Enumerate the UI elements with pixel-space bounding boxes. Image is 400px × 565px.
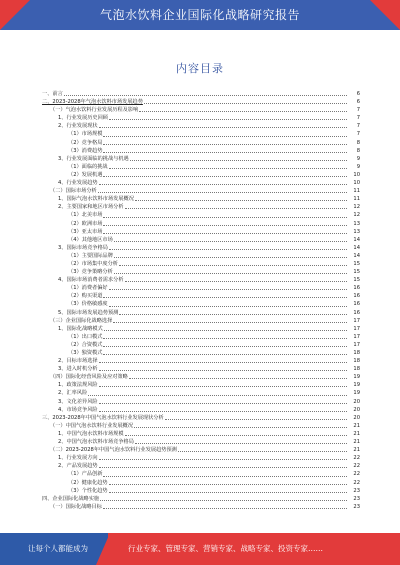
toc-entry-label: 3、国际市场竞争格局 [58, 244, 108, 251]
toc-leader-dots [103, 507, 347, 509]
toc-leader-dots [129, 377, 347, 379]
toc-entry[interactable] [42, 454, 360, 462]
toc-entry-label: （4）其他地区市场 [68, 236, 113, 243]
toc-entry[interactable] [42, 414, 360, 422]
toc-entry-label: （2）市场集中度分析 [68, 260, 118, 267]
toc-entry[interactable] [42, 187, 360, 195]
toc-entry-label: （二）2023-2028年中国气泡水饮料行业发展趋势预测 [50, 447, 177, 454]
toc-entry[interactable] [42, 373, 360, 381]
toc-leader-dots [109, 491, 347, 493]
toc-entry[interactable] [42, 365, 360, 373]
toc-entry-page: 20 [353, 414, 360, 421]
toc-entry-label: （2）竞争格局 [68, 139, 103, 146]
table-of-contents [42, 90, 360, 512]
toc-leader-dots [103, 151, 347, 153]
toc-entry-page: 14 [353, 244, 360, 251]
toc-entry-label: 1、中国气泡水饮料市场规模 [58, 430, 124, 437]
toc-leader-dots [114, 256, 347, 258]
toc-entry[interactable] [42, 276, 360, 284]
toc-leader-dots [103, 135, 347, 137]
toc-entry-page: 19 [353, 390, 360, 397]
toc-leader-dots [114, 240, 347, 242]
toc-leader-dots [135, 199, 347, 201]
toc-leader-dots [103, 345, 347, 347]
toc-leader-dots [99, 183, 347, 185]
toc-entry-page: 13 [353, 228, 360, 235]
toc-entry-page: 18 [353, 350, 360, 356]
toc-entry-label: 2、行业发展现状 [58, 123, 98, 130]
toc-entry-page: 20 [353, 406, 360, 413]
toc-entry-label: 1、国际气泡水饮料市场发展概况 [58, 196, 134, 203]
toc-entry-label: 1、政策法规风险 [58, 382, 98, 389]
toc-entry[interactable] [42, 309, 360, 317]
toc-entry-page: 7 [356, 131, 360, 138]
toc-entry-page: 22 [353, 463, 360, 470]
toc-entry[interactable] [42, 171, 360, 179]
toc-entry-page: 21 [353, 439, 360, 446]
toc-entry-label: （1）市场规模 [68, 131, 103, 138]
toc-entry-label: （1）产品创新 [68, 471, 103, 478]
toc-leader-dots [98, 191, 347, 193]
toc-entry-label: （2）健康化趋势 [68, 479, 108, 486]
toc-entry-label: （2）购买渠道 [68, 293, 103, 300]
toc-entry-page: 22 [353, 479, 360, 486]
toc-leader-dots [103, 216, 347, 218]
toc-entry-page: 12 [353, 204, 360, 211]
toc-entry[interactable] [42, 106, 360, 114]
toc-entry-page: 14 [353, 236, 360, 243]
toc-leader-dots [99, 402, 347, 404]
toc-entry-label: （2）合资模式 [68, 341, 103, 348]
toc-entry-label: （1）北美市场 [68, 212, 103, 219]
toc-entry[interactable] [42, 487, 360, 495]
toc-leader-dots [104, 329, 347, 331]
toc-entry-page: 15 [353, 260, 360, 267]
toc-entry[interactable] [42, 98, 360, 106]
toc-entry-page: 21 [353, 447, 360, 454]
toc-entry-page: 17 [353, 333, 360, 340]
toc-leader-dots [125, 207, 347, 209]
toc-leader-dots [99, 466, 347, 468]
toc-entry-page: 10 [353, 180, 360, 187]
toc-entry-page: 8 [356, 139, 360, 146]
toc-entry-label: （二）国际市场分析 [50, 188, 97, 195]
toc-leader-dots [119, 264, 347, 266]
toc-entry-label: 4、市场竞争风险 [58, 406, 98, 413]
toc-entry[interactable] [42, 406, 360, 414]
toc-entry[interactable] [42, 90, 360, 98]
toc-entry-label: 1、行业发展历史回顾 [58, 115, 108, 122]
toc-entry[interactable] [42, 268, 360, 276]
toc-entry-label: （3）亚太市场 [68, 228, 103, 235]
toc-entry[interactable] [42, 357, 360, 365]
toc-leader-dots [103, 143, 347, 145]
toc-entry[interactable] [42, 139, 360, 147]
toc-leader-dots [99, 126, 347, 128]
toc-leader-dots [113, 321, 347, 323]
toc-leader-dots [64, 94, 347, 96]
toc-entry-page: 21 [353, 422, 360, 429]
toc-entry-page: 15 [353, 269, 360, 276]
toc-entry[interactable] [42, 220, 360, 228]
toc-entry-label: （一）气泡水饮料行业发展历程及影响 [50, 107, 139, 114]
toc-entry-page: 9 [356, 163, 360, 170]
toc-entry-page: 20 [353, 398, 360, 405]
toc-entry[interactable] [42, 203, 360, 211]
toc-entry[interactable] [42, 446, 360, 454]
toc-entry-page: 18 [353, 366, 360, 373]
toc-leader-dots [134, 426, 347, 428]
toc-entry-label: 四、企业国际化战略实施 [42, 495, 100, 502]
report-title: 气泡水饮料企业国际化战略研究报告 [99, 8, 300, 22]
toc-leader-dots [130, 159, 347, 161]
toc-entry[interactable] [42, 495, 360, 503]
toc-entry-label: 4、国际市场消费者需求分析 [58, 277, 124, 284]
toc-entry[interactable] [42, 300, 360, 308]
toc-entry-label: （3）消费趋势 [68, 147, 103, 154]
toc-leader-dots [178, 450, 347, 452]
toc-leader-dots [103, 337, 347, 339]
toc-entry-page: 17 [353, 325, 360, 332]
toc-entry-label: （2）发展机遇 [68, 171, 103, 178]
toc-leader-dots [109, 288, 347, 290]
toc-entry-page: 13 [353, 220, 360, 227]
toc-entry-label: （3）独资模式 [68, 350, 103, 356]
toc-entry-page: 23 [353, 495, 360, 502]
toc-entry-page: 14 [353, 252, 360, 259]
toc-entry[interactable] [42, 122, 360, 130]
toc-leader-dots [139, 110, 347, 112]
toc-entry[interactable] [42, 333, 360, 341]
toc-entry-label: 1、行业发展方向 [58, 455, 98, 462]
toc-entry-page: 7 [356, 123, 360, 130]
toc-entry[interactable] [42, 462, 360, 470]
toc-entry-page: 11 [353, 188, 360, 195]
toc-entry-label: （2）欧洲市场 [68, 220, 103, 227]
toc-entry-label: 2、中国气泡水饮料市场竞争格局 [58, 439, 134, 446]
toc-entry-label: （三）企业国际化战略选择 [50, 317, 113, 324]
toc-entry[interactable] [42, 195, 360, 203]
toc-entry-page: 17 [353, 341, 360, 348]
toc-entry-page: 9 [356, 155, 360, 162]
toc-entry-label: （3）价格敏感度 [68, 301, 108, 308]
toc-entry-label: 1、国际化战略模式 [58, 325, 103, 332]
footer-roles: 行业专家、管理专家、营销专家、战略专家、投资专家…… [128, 544, 323, 553]
toc-entry-label: 4、行业发展趋势 [58, 180, 98, 187]
toc-entry[interactable] [42, 430, 360, 438]
toc-entry[interactable] [42, 317, 360, 325]
toc-entry-page: 10 [353, 171, 360, 178]
toc-leader-dots [109, 118, 347, 120]
toc-entry[interactable] [42, 260, 360, 268]
toc-entry-label: 二、2023-2028年气泡水饮料市场发展趋势 [42, 99, 143, 106]
toc-entry-page: 15 [353, 277, 360, 284]
toc-entry-page: 16 [353, 293, 360, 300]
toc-entry-label: 三、2023-2028年中国气泡水饮料行业发展现状分析 [42, 414, 164, 421]
toc-entry[interactable] [42, 284, 360, 292]
toc-entry-label: 5、国际市场发展趋势预测 [58, 309, 119, 316]
toc-entry-label: （1）面临的挑战 [68, 163, 108, 170]
toc-entry-label: 2、目标市场选择 [58, 358, 98, 365]
toc-entry[interactable] [42, 503, 360, 511]
toc-leader-dots [109, 305, 347, 307]
toc-entry[interactable] [42, 325, 360, 333]
toc-entry[interactable] [42, 252, 360, 260]
toc-entry[interactable] [42, 381, 360, 389]
toc-entry-page: 22 [353, 471, 360, 478]
toc-leader-dots [103, 175, 347, 177]
toc-leader-dots [99, 361, 347, 363]
toc-entry[interactable] [42, 211, 360, 219]
toc-entry-page: 18 [353, 358, 360, 365]
toc-entry-page: 16 [353, 301, 360, 308]
toc-heading: 内容目录 [176, 62, 224, 75]
toc-entry[interactable] [42, 470, 360, 478]
toc-leader-dots [135, 442, 347, 444]
toc-entry-label: （1）消费者偏好 [68, 285, 108, 292]
toc-entry-label: （3）竞争策略分析 [68, 269, 113, 276]
toc-entry-page: 11 [353, 196, 360, 203]
toc-entry-label: 3、进入时机分析 [58, 366, 98, 373]
toc-entry-page: 21 [353, 430, 360, 437]
toc-entry[interactable] [42, 349, 360, 357]
toc-leader-dots [114, 272, 347, 274]
toc-entry-page: 6 [356, 99, 360, 106]
toc-leader-dots [109, 167, 347, 169]
toc-entry[interactable] [42, 155, 360, 163]
toc-entry-page: 7 [356, 107, 360, 114]
toc-leader-dots [103, 224, 347, 226]
toc-entry[interactable] [42, 114, 360, 122]
toc-leader-dots [99, 369, 347, 371]
toc-entry-label: （一）中国气泡水饮料行业发展概况 [50, 422, 134, 429]
footer-slogan: 让每个人都能成为 [28, 544, 88, 553]
toc-entry[interactable] [42, 163, 360, 171]
toc-leader-dots [109, 248, 347, 250]
toc-entry-label: 2、主要国家和地区市场分析 [58, 204, 124, 211]
toc-entry-page: 17 [353, 317, 360, 324]
toc-leader-dots [125, 280, 347, 282]
toc-entry[interactable] [42, 228, 360, 236]
toc-entry[interactable] [42, 422, 360, 430]
toc-entry[interactable] [42, 292, 360, 300]
toc-leader-dots [119, 313, 347, 315]
toc-leader-dots [99, 385, 347, 387]
toc-entry-page: 23 [353, 487, 360, 494]
toc-entry-label: （1）主要国际品牌 [68, 252, 113, 259]
toc-leader-dots [103, 232, 347, 234]
toc-entry-page: 19 [353, 382, 360, 389]
toc-entry[interactable] [42, 398, 360, 406]
toc-leader-dots [165, 418, 347, 420]
toc-entry[interactable] [42, 236, 360, 244]
toc-entry[interactable] [42, 244, 360, 252]
toc-entry-label: 3、行业发展面临的挑战与机遇 [58, 155, 129, 162]
toc-leader-dots [109, 483, 347, 485]
toc-entry-page: 16 [353, 285, 360, 292]
toc-entry[interactable] [42, 341, 360, 349]
toc-entry-page: 16 [353, 309, 360, 316]
toc-entry-page: 19 [353, 374, 360, 381]
toc-leader-dots [103, 353, 347, 355]
toc-entry[interactable] [42, 438, 360, 446]
toc-entry-label: 一、前言 [42, 91, 63, 97]
toc-entry-label: 3、文化差异风险 [58, 398, 98, 405]
toc-entry-page: 7 [356, 115, 360, 122]
toc-leader-dots [99, 410, 347, 412]
toc-entry-page: 6 [356, 91, 360, 97]
toc-leader-dots [103, 296, 347, 298]
toc-entry-label: 2、产品发展趋势 [58, 463, 98, 470]
toc-leader-dots [103, 475, 347, 477]
toc-entry-page: 8 [356, 147, 360, 154]
toc-entry-label: （一）国际化战略目标 [50, 503, 102, 510]
toc-leader-dots [99, 458, 347, 460]
toc-entry-page: 12 [353, 212, 360, 219]
toc-entry-label: 2、汇率风险 [58, 390, 88, 397]
toc-entry[interactable] [42, 389, 360, 397]
toc-leader-dots [100, 499, 347, 501]
toc-entry[interactable] [42, 147, 360, 155]
toc-entry-label: （四）国际化经营风险及应对策略 [50, 374, 128, 381]
toc-entry-label: （3）个性化趋势 [68, 487, 108, 494]
toc-leader-dots [125, 434, 347, 436]
toc-entry-label: （1）出口模式 [68, 333, 103, 340]
toc-leader-dots [144, 102, 347, 104]
toc-entry[interactable] [42, 479, 360, 487]
toc-leader-dots [88, 394, 347, 396]
footer-slant-divider [96, 533, 110, 565]
toc-entry-page: 22 [353, 455, 360, 462]
toc-entry[interactable] [42, 130, 360, 138]
toc-entry[interactable] [42, 179, 360, 187]
toc-entry-page: 23 [353, 503, 360, 510]
